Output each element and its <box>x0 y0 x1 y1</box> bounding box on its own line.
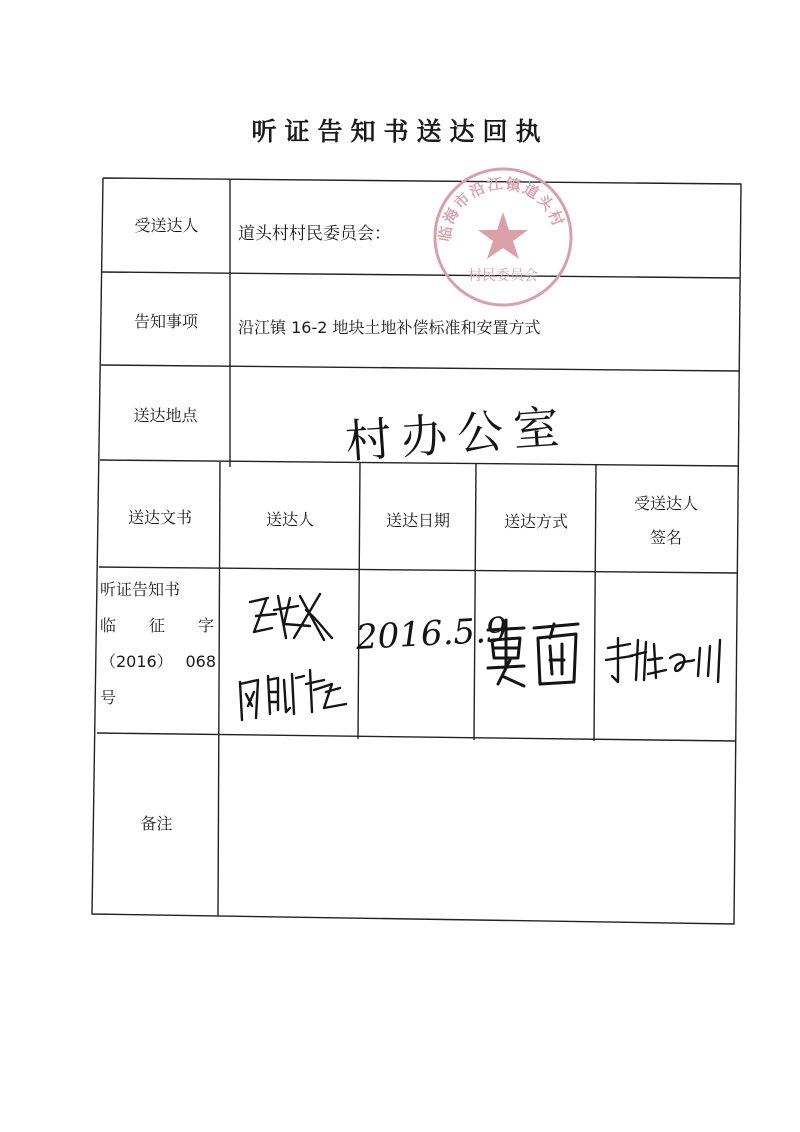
header-method: 送达方式 <box>503 512 568 531</box>
header-signer <box>596 492 736 550</box>
recipient-label: 受送达人 <box>134 216 199 235</box>
recipient-signature <box>600 630 732 710</box>
delivery-place-handwritten: 村办公室 <box>343 399 571 469</box>
remarks-value <box>226 750 726 900</box>
delivery-date-handwritten: 2016.5.9 <box>355 610 509 658</box>
header-signer-line2: 签名 <box>649 528 682 547</box>
document-reference-line1: 听证告知书 <box>100 580 181 599</box>
official-stamp <box>428 162 578 312</box>
remarks-label: 备注 <box>140 814 173 833</box>
header-document: 送达文书 <box>127 508 192 527</box>
stamp-star-icon <box>478 212 528 259</box>
page-title: 听证告知书送达回执 <box>251 117 549 146</box>
header-signer-line1: 受送达人 <box>633 494 698 513</box>
svg-text:临海市沿江镇道头村: 临海市沿江镇道头村 <box>435 174 568 243</box>
document-reference-line2: 临 征 字 <box>100 616 214 635</box>
notice-item-value: 沿江镇 16-2 地块土地补偿标准和安置方式 <box>238 318 541 337</box>
header-date: 送达日期 <box>385 511 450 530</box>
server-signatures <box>228 580 356 730</box>
svg-text:村民委员会: 村民委员会 <box>468 268 538 284</box>
recipient-value: 道头村村民委员会： <box>238 224 391 244</box>
document-reference-line3: （2016） 068 <box>100 652 216 671</box>
notice-item-label: 告知事项 <box>133 312 198 331</box>
document-reference <box>100 572 220 716</box>
delivery-place-label: 送达地点 <box>133 406 198 425</box>
header-server: 送达人 <box>265 510 314 529</box>
delivery-method-handwritten <box>480 614 590 694</box>
document-reference-line4: 号 <box>100 688 117 707</box>
